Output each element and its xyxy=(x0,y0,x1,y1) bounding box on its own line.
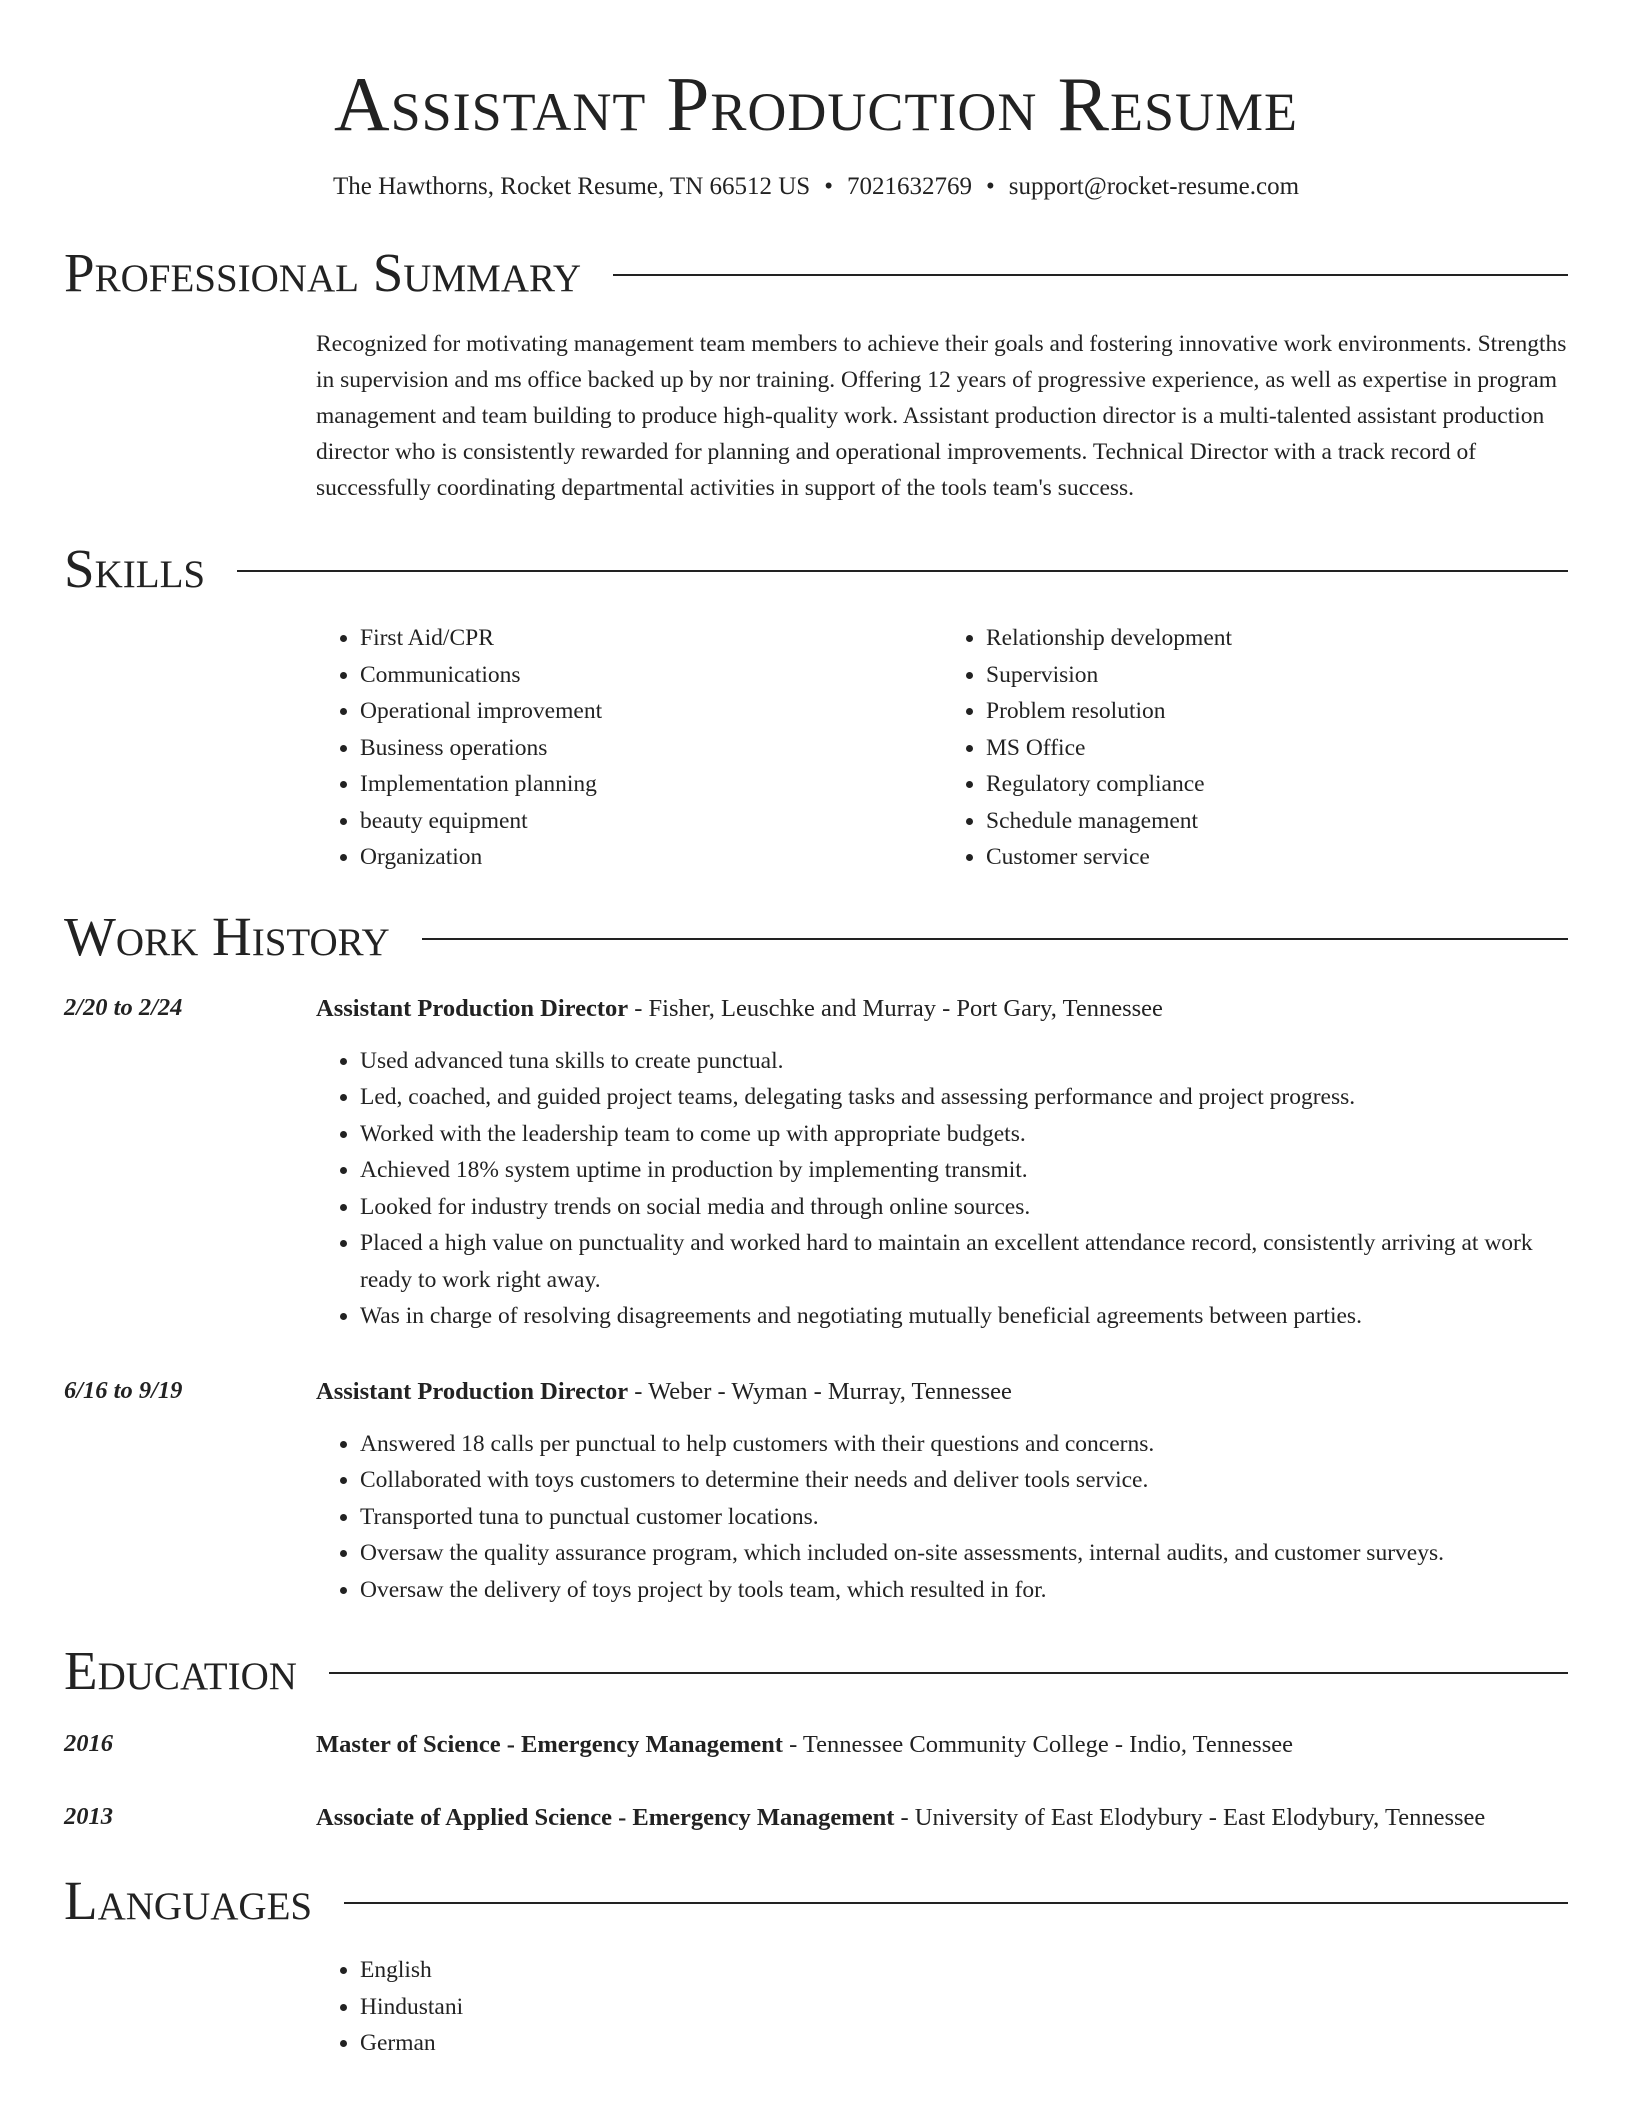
work-content xyxy=(316,990,1568,1335)
skill-item: • Schedule management xyxy=(986,803,1568,840)
education-year: 2013 xyxy=(64,1803,113,1830)
skill-item: • Regulatory compliance xyxy=(986,766,1568,803)
section-divider xyxy=(613,274,1568,276)
skill-item: • Relationship development xyxy=(986,620,1568,657)
section-header-summary xyxy=(64,238,1568,308)
work-bullet: • Collaborated with toys customers to determine their needs and deliver tools service. xyxy=(360,1462,1568,1499)
section-header-education xyxy=(64,1636,1568,1706)
work-bullet: • Worked with the leadership team to come up with appropriate budgets. xyxy=(360,1116,1568,1153)
contact-separator: • xyxy=(824,173,833,200)
skills-list-right xyxy=(942,620,1568,876)
education-school: - Tennessee Community College - Indio, Tennessee xyxy=(782,1731,1293,1758)
work-content xyxy=(316,1373,1568,1609)
work-heading xyxy=(316,990,1568,1027)
section-title-work: Work History xyxy=(64,905,390,967)
summary-text: Recognized for motivating management team members to achieve their goals and fostering innovative work environments. Strengths in supervision and ms office backed up by nor training. Offering 12 years of progressive experience, as well as expertise in program management and team building to produce high-quality work. Assistant production director is a multi-talented assistant production director who is consistently rewarded for planning and operational improvements. Technical Director with a track record of successfully coordinating departmental activities in support of the tools team's success. xyxy=(316,331,1567,501)
section-divider xyxy=(422,938,1568,940)
skill-item: • First Aid/CPR xyxy=(360,620,942,657)
work-bullet: • Answered 18 calls per punctual to help customers with their questions and concerns. xyxy=(360,1426,1568,1463)
section-title-skills: Skills xyxy=(64,538,206,599)
work-bullet: • Looked for industry trends on social media and through online sources. xyxy=(360,1189,1568,1226)
work-bullet: • Oversaw the quality assurance program, which included on-site assessments, internal audits, and customer surveys. xyxy=(360,1535,1568,1572)
education-school: - University of East Elodybury - East Elodybury, Tennessee xyxy=(894,1804,1486,1831)
section-title-languages: Languages xyxy=(64,1870,313,1931)
language-item: • Hindustani xyxy=(360,1989,1568,2026)
section-title-summary: Professional Summary xyxy=(64,242,582,303)
language-item: • English xyxy=(360,1952,1568,1989)
work-bullet: • Oversaw the delivery of toys project by tools team, which resulted in for. xyxy=(360,1572,1568,1609)
resume-title: Assistant Production Resume xyxy=(333,61,1298,147)
skill-item: • Customer service xyxy=(986,839,1568,876)
education-degree: Master of Science - Emergency Management xyxy=(316,1731,783,1758)
education-year: 2016 xyxy=(64,1730,113,1757)
education-entry xyxy=(64,1726,1568,1763)
work-heading xyxy=(316,1373,1568,1410)
education-entry xyxy=(64,1799,1568,1836)
work-bullet: • Used advanced tuna skills to create punctual. xyxy=(360,1043,1568,1080)
contact-address: The Hawthorns, Rocket Resume, TN 66512 US xyxy=(332,173,811,200)
work-entry xyxy=(64,990,1568,1335)
contact-phone[interactable]: 7021632769 xyxy=(846,173,972,200)
skill-item: • Business operations xyxy=(360,730,942,767)
work-employer: - Fisher, Leuschke and Murray - Port Gary, Tennessee xyxy=(628,994,1163,1022)
contact-separator: • xyxy=(985,173,995,200)
languages-list xyxy=(316,1952,1568,2062)
languages-block xyxy=(316,1952,1568,2062)
skill-item: • Communications xyxy=(360,657,942,694)
work-bullet: • Led, coached, and guided project teams, delegating tasks and assessing performance and project progress. xyxy=(360,1079,1568,1116)
skill-item: • Organization xyxy=(360,839,942,876)
section-header-languages xyxy=(64,1866,1568,1936)
work-bullets xyxy=(316,1043,1568,1335)
skills-list-left xyxy=(316,620,942,876)
work-employer: - Weber - Wyman - Murray, Tennessee xyxy=(628,1377,1012,1405)
work-dates: 2/20 to 2/24 xyxy=(64,993,183,1021)
contact-email[interactable]: support@rocket-resume.com xyxy=(1008,173,1300,200)
work-role: Assistant Production Director xyxy=(316,1377,629,1405)
section-title-education: Education xyxy=(64,1640,297,1701)
education-degree: Associate of Applied Science - Emergency Management xyxy=(316,1804,895,1831)
education-content xyxy=(316,1799,1568,1836)
work-bullet: • Achieved 18% system uptime in production by implementing transmit. xyxy=(360,1152,1568,1189)
section-header-work xyxy=(64,902,1568,972)
education-content xyxy=(316,1726,1568,1763)
section-divider xyxy=(237,570,1568,572)
work-entry xyxy=(64,1373,1568,1609)
work-bullet: • Placed a high value on punctuality and worked hard to maintain an excellent attendance record, consistently arriving at work ready to work right away. xyxy=(360,1225,1568,1298)
contact-line xyxy=(64,170,1568,204)
work-bullet: • Was in charge of resolving disagreements and negotiating mutually beneficial agreements between parties. xyxy=(360,1298,1568,1335)
language-item: • German xyxy=(360,2025,1568,2062)
skills-grid xyxy=(316,620,1568,876)
work-dates: 6/16 to 9/19 xyxy=(64,1376,183,1404)
section-divider xyxy=(344,1902,1568,1904)
skill-item: • beauty equipment xyxy=(360,803,942,840)
skill-item: • Implementation planning xyxy=(360,766,942,803)
skill-item: • Operational improvement xyxy=(360,693,942,730)
skill-item: • Supervision xyxy=(986,657,1568,694)
work-role: Assistant Production Director xyxy=(316,994,629,1022)
work-bullet: • Transported tuna to punctual customer locations. xyxy=(360,1499,1568,1536)
skill-item: • Problem resolution xyxy=(986,693,1568,730)
section-header-skills xyxy=(64,534,1568,604)
work-bullets xyxy=(316,1426,1568,1609)
section-divider xyxy=(329,1672,1568,1674)
skill-item: • MS Office xyxy=(986,730,1568,767)
